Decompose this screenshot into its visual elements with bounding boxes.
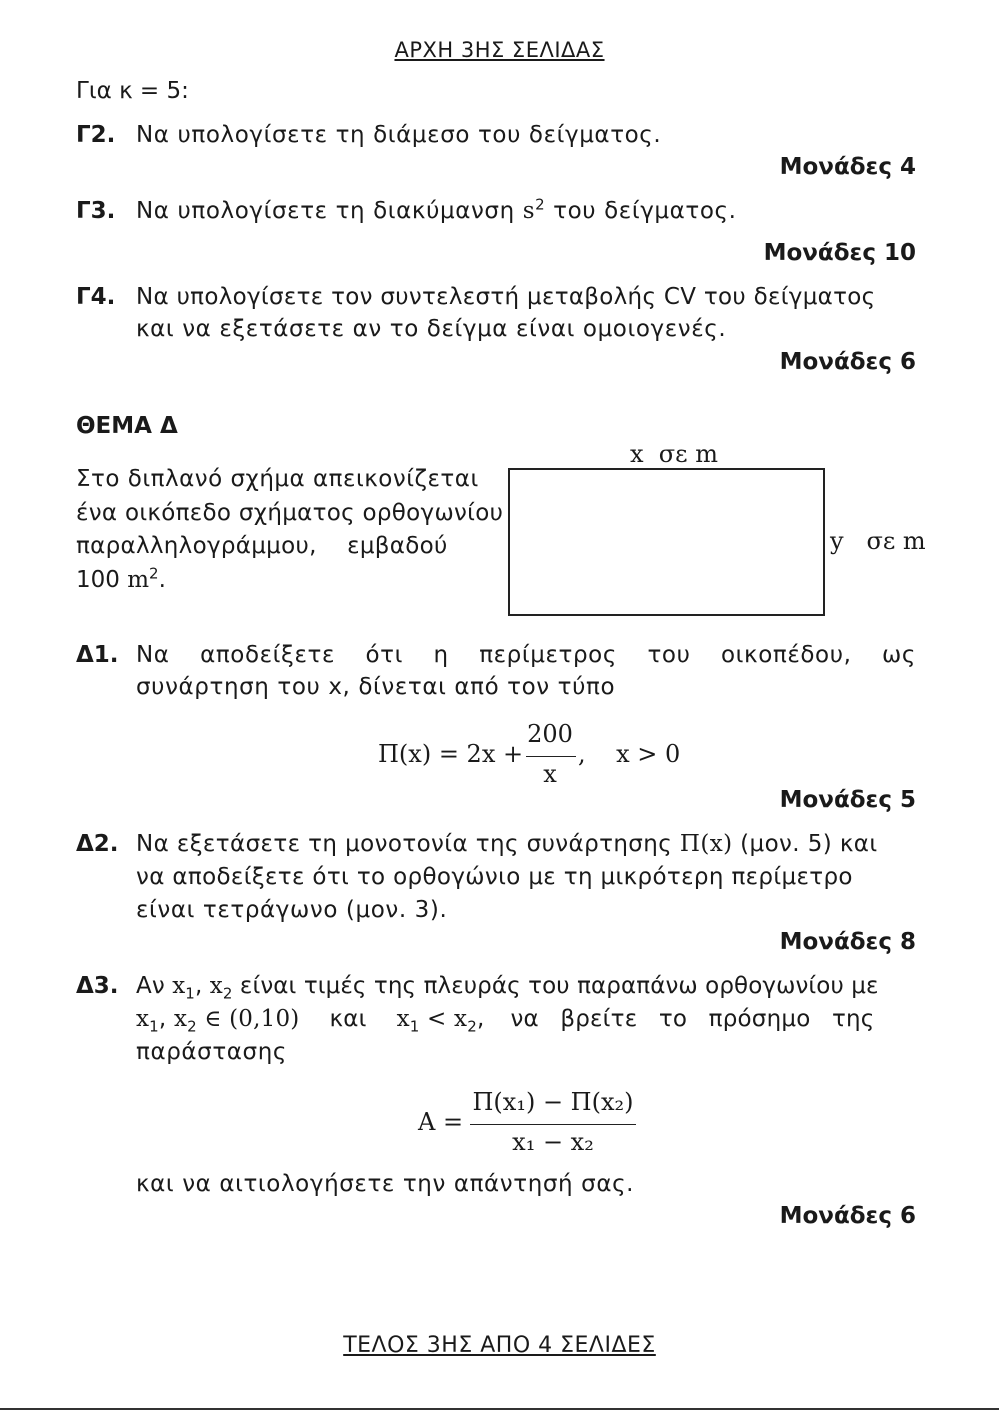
d3-fraction-denominator: x₁ − x₂ xyxy=(512,1128,594,1156)
d3-formula-left: A = xyxy=(418,1108,464,1136)
d1-fraction-bar xyxy=(526,756,576,757)
plot-rectangle xyxy=(508,468,825,616)
g4-line1: Να υπολογίσετε τον συντελεστή μεταβολής CV του δείγματος xyxy=(136,284,876,310)
desc-line1: Στο διπλανό σχήμα απεικονίζεται xyxy=(76,466,479,492)
d1-label: Δ1. xyxy=(76,642,119,668)
d3-label: Δ3. xyxy=(76,973,119,999)
page-footer: ΤΕΛΟΣ 3ΗΣ ΑΠΟ 4 ΣΕΛΙΔΕΣ xyxy=(343,1333,656,1358)
g2-text: Να υπολογίσετε τη διάμεσο του δείγματος. xyxy=(136,122,662,148)
d3-line2: $x_1$, $x_2$ ∈ (0,10) και $x_1 < x_2$, να βρείτε το πρόσημο της xyxy=(136,1006,875,1036)
g4-line2: και να εξετάσετε αν το δείγμα είναι ομοιογενές. xyxy=(136,316,727,342)
d3-line1: Αν $x_1$, $x_2$ είναι τιμές της πλευράς του παραπάνω ορθογωνίου με xyxy=(136,973,879,1003)
figure-top-label: x σε m xyxy=(630,440,718,468)
page-header: ΑΡΧΗ 3ΗΣ ΣΕΛΙΔΑΣ xyxy=(394,38,605,62)
desc-line2: ένα οικόπεδο σχήματος ορθογωνίου xyxy=(76,500,504,526)
g2-marks: Μονάδες 4 xyxy=(779,154,916,180)
theme-heading: ΘΕΜΑ Δ xyxy=(76,413,178,439)
d3-fraction-bar xyxy=(470,1124,636,1125)
d3-fraction-numerator: Π(x₁) − Π(x₂) xyxy=(472,1088,634,1116)
d1-fraction-denominator: x xyxy=(543,760,557,788)
desc-line3: παραλληλογράμμου, εμβαδού xyxy=(76,533,448,559)
d2-line3: είναι τετράγωνο (μον. 3). xyxy=(136,897,448,923)
d1-line1: Να αποδείξετε ότι η περίμετρος του οικοπέδου, ως xyxy=(136,642,916,668)
g3-text: Να υπολογίσετε τη διακύμανση $s^2$ του δείγματος. xyxy=(136,195,737,224)
d1-line2: συνάρτηση του x, δίνεται από τον τύπο xyxy=(136,674,616,700)
d2-marks: Μονάδες 8 xyxy=(779,929,916,955)
g3-label: Γ3. xyxy=(76,198,116,224)
d1-fraction-numerator: 200 xyxy=(527,720,573,748)
d2-line1: Να εξετάσετε τη μονοτονία της συνάρτησης Π(x) (μον. 5) και xyxy=(136,831,878,857)
g3-marks: Μονάδες 10 xyxy=(763,240,916,266)
d3-line4: και να αιτιολογήσετε την απάντησή σας. xyxy=(136,1171,635,1197)
d2-line2: να αποδείξετε ότι το ορθογώνιο με τη μικρότερη περίμετρο xyxy=(136,864,853,890)
desc-line4: 100 $m^2$. xyxy=(76,564,166,593)
d3-line3: παράστασης xyxy=(136,1039,288,1065)
d2-label: Δ2. xyxy=(76,831,119,857)
d3-marks: Μονάδες 6 xyxy=(779,1203,916,1229)
figure-side-label: y σε m xyxy=(830,527,926,555)
bottom-border xyxy=(0,1408,999,1410)
g2-label: Γ2. xyxy=(76,122,116,148)
g4-label: Γ4. xyxy=(76,284,116,310)
d1-formula-right: , x > 0 xyxy=(578,740,681,768)
d1-formula-left: Π(x) = 2x + xyxy=(378,740,524,768)
g4-marks: Μονάδες 6 xyxy=(779,349,916,375)
d1-marks: Μονάδες 5 xyxy=(779,787,916,813)
intro-line: Για κ = 5: xyxy=(76,78,189,104)
